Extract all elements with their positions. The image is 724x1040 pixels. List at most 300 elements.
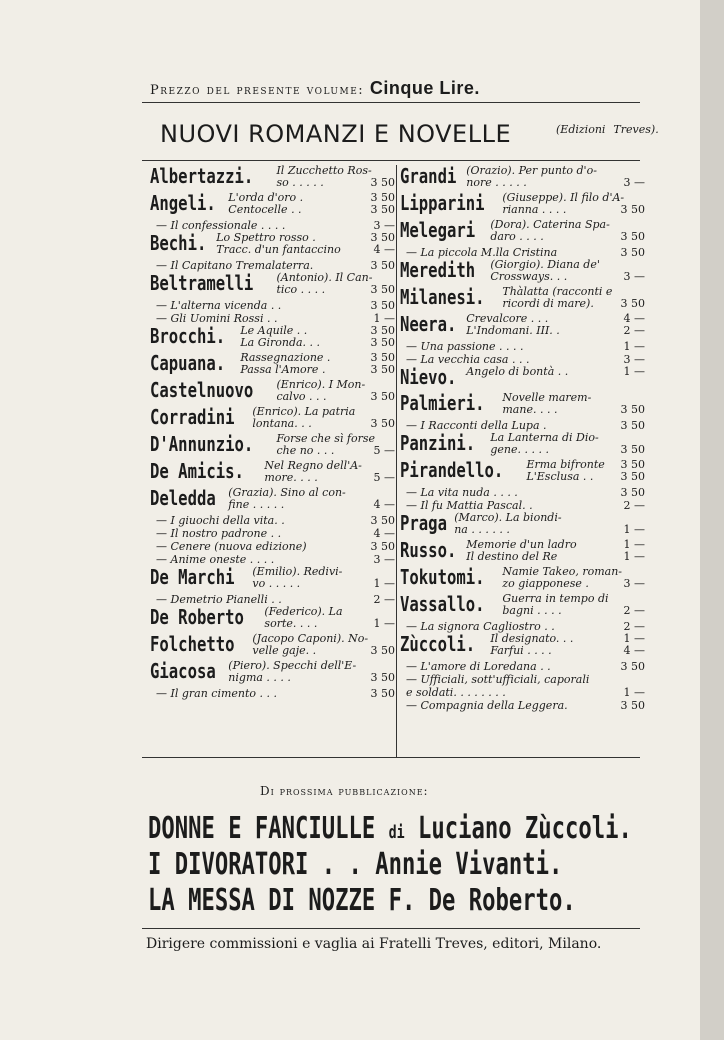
catalog-entry — [400, 366, 645, 389]
book-title: Nel Regno dell'A- — [264, 459, 362, 472]
additional-title — [150, 299, 395, 312]
title-line — [490, 271, 645, 283]
book-title: Lo Spettro rosso . — [216, 231, 316, 244]
catalog-entry — [400, 539, 645, 563]
book-title: Memorie d'un ladro — [466, 538, 577, 551]
dot-fill — [589, 673, 645, 686]
author-name: Panzini. — [400, 431, 476, 455]
book-title: — Il gran cimento . . . — [156, 687, 278, 700]
author-name: Brocchi. — [150, 324, 226, 348]
dot-fill — [300, 578, 373, 590]
author-name: Tokutomi. — [400, 565, 485, 589]
book-price: 1 — — [373, 312, 395, 325]
dot-fill — [284, 499, 373, 511]
dot-fill — [594, 298, 621, 310]
right-column — [400, 165, 645, 712]
book-price: 2 — — [623, 499, 645, 512]
dot-fill — [568, 699, 621, 712]
dot-fill — [549, 444, 621, 456]
entry-titles — [276, 379, 395, 403]
book-title: — Demetrio Pianelli . . — [156, 593, 282, 606]
book-title: che no . . . — [276, 444, 335, 457]
dot-fill — [560, 325, 624, 337]
dot-fill — [302, 204, 371, 216]
title-line — [466, 177, 645, 189]
book-title: Rassegnazione . — [240, 351, 331, 364]
dot-fill — [303, 192, 370, 204]
author-name: Grandi — [400, 164, 457, 188]
top-rule — [142, 102, 640, 103]
author-name: Beltramelli — [150, 271, 254, 295]
book-title: Centocelle . . — [228, 203, 302, 216]
book-title: nore . . . . . — [466, 176, 527, 189]
additional-title — [400, 660, 645, 673]
author-name: De Amicis. — [150, 459, 244, 483]
book-title: fine . . . . . — [228, 498, 285, 511]
book-price: 3 50 — [620, 660, 645, 673]
entry-titles — [466, 165, 645, 189]
book-title: sorte. . . . — [264, 617, 318, 630]
title-line — [454, 524, 645, 536]
book-title: vo . . . . . — [252, 577, 301, 590]
title-line — [240, 364, 395, 376]
book-title: La Lanterna di Dio- — [490, 431, 599, 444]
book-title: — I Racconti della Lupa . — [406, 419, 547, 432]
book-title: (Marco). La biondi- — [454, 511, 562, 524]
book-title: Forse che sì forse — [276, 432, 376, 445]
book-price: 3 50 — [620, 203, 645, 216]
dot-fill — [510, 524, 624, 536]
title-line — [264, 618, 395, 630]
book-price: 3 50 — [370, 176, 395, 189]
entry-titles — [276, 165, 395, 189]
book-price: 1 — — [373, 617, 395, 630]
title-line — [276, 284, 395, 296]
book-price: 3 — — [623, 176, 645, 189]
book-price: 3 50 — [620, 230, 645, 243]
book-price: 3 50 — [620, 470, 645, 483]
author-name: Nievo. — [400, 365, 457, 389]
book-title: — La signora Cagliostro . . — [406, 620, 555, 633]
book-title: gene. . . . . — [490, 443, 549, 456]
catalog-entry — [150, 660, 395, 684]
book-title: — Il fu Mattia Pascal. . — [406, 499, 533, 512]
entry-titles — [526, 459, 645, 483]
book-price: 3 50 — [370, 514, 395, 527]
book-price: 3 50 — [620, 699, 645, 712]
page-edge — [700, 0, 724, 1040]
book-price: 3 — — [373, 219, 395, 232]
author-name: Neera. — [400, 312, 457, 336]
book-title: daro . . . . — [490, 230, 544, 243]
book-price: 1 — — [623, 523, 645, 536]
dot-fill — [285, 514, 371, 527]
book-title: rianna . . . . — [502, 203, 567, 216]
entry-titles — [264, 460, 395, 484]
additional-title — [400, 673, 645, 686]
page-title: NUOVI ROMANZI E NOVELLE — [160, 120, 512, 148]
entry-titles — [228, 487, 395, 511]
book-title: Angelo di bontà . . — [466, 365, 569, 378]
book-title: — Gli Uomini Rossi . . — [156, 312, 278, 325]
dot-fill — [324, 177, 371, 189]
entry-titles — [466, 313, 645, 337]
price-label: Prezzo del presente volume: — [150, 83, 365, 98]
book-title: (Grazia). Sino al con- — [228, 486, 346, 499]
catalog-entry — [150, 633, 395, 657]
book-title: (Orazio). Per punto d'o- — [466, 164, 597, 177]
left-column — [150, 165, 395, 700]
book-title: Il designato. . . — [490, 632, 574, 645]
title-line — [490, 444, 645, 456]
upcoming-item — [148, 811, 632, 850]
dot-fill — [568, 366, 623, 378]
author-name: Albertazzi. — [150, 164, 254, 188]
title-line — [502, 298, 645, 310]
entry-titles — [228, 192, 395, 216]
title-line — [502, 578, 645, 590]
title-line — [490, 645, 645, 657]
author-name: Russo. — [400, 538, 457, 562]
catalog-entry — [400, 219, 645, 243]
author-name: Folchetto — [150, 632, 235, 656]
author-name: Giacosa — [150, 659, 216, 683]
book-title: (Giorgio). Diana de' — [490, 258, 600, 271]
catalog-entry — [150, 165, 395, 189]
additional-title — [150, 687, 395, 700]
book-price: 3 50 — [370, 231, 395, 244]
dot-fill — [518, 486, 621, 499]
dot-fill — [277, 687, 370, 700]
catalog-entry — [400, 259, 645, 283]
author-name: Bechi. — [150, 231, 207, 255]
catalog-entry — [150, 272, 395, 296]
author-name: Vassallo. — [400, 592, 485, 616]
book-title: (Piero). Specchi dell'E- — [228, 659, 357, 672]
book-price: 1 — — [623, 632, 645, 645]
book-price: 3 50 — [370, 390, 395, 403]
dot-fill — [318, 472, 374, 484]
book-title: (Antonio). Il Can- — [276, 271, 373, 284]
book-title: L'orda d'oro . — [228, 191, 304, 204]
book-price: 3 50 — [370, 336, 395, 349]
entry-titles — [240, 325, 395, 349]
dot-fill — [566, 204, 620, 216]
entry-titles — [276, 433, 395, 457]
title-line — [216, 244, 395, 256]
title-line — [276, 445, 395, 457]
catalog-entry — [400, 512, 645, 536]
catalog-entry — [150, 487, 395, 511]
author-name: Castelnuovo — [150, 378, 254, 402]
book-title: bagni . . . . — [502, 604, 562, 617]
book-title: (Emilio). Redivi- — [252, 565, 343, 578]
book-price: 2 — — [373, 593, 395, 606]
upcoming-title: LA MESSA DI NOZZE — [148, 883, 376, 918]
dot-fill — [317, 618, 373, 630]
book-title: velle gaje. . — [252, 644, 317, 657]
book-title: (Federico). La — [264, 605, 343, 618]
book-title: Crossways. . . — [490, 270, 568, 283]
book-title: — Ufficiali, sott'ufficiali, caporali — [406, 673, 590, 686]
book-price: 5 — — [373, 444, 395, 457]
book-price: 4 — — [373, 498, 395, 511]
book-price: 4 — — [623, 312, 645, 325]
catalog-entry — [400, 165, 645, 189]
catalog-entry — [400, 192, 645, 216]
dot-fill — [567, 271, 623, 283]
book-title: — Il nostro padrone . . — [156, 527, 282, 540]
dot-fill — [341, 244, 374, 256]
author-name: Zùccoli. — [400, 632, 476, 656]
book-title: so . . . . . — [276, 176, 324, 189]
author-name: De Marchi — [150, 565, 235, 589]
title-line — [264, 472, 395, 484]
catalog-entry — [400, 593, 645, 617]
title-line — [466, 366, 645, 378]
book-title: ricordi di mare). — [502, 297, 594, 310]
catalog-entry — [150, 460, 395, 484]
dot-fill — [312, 418, 371, 430]
book-title: (Enrico). La patria — [252, 405, 356, 418]
book-title: — La vita nuda . . . . — [406, 486, 518, 499]
section-heading — [160, 120, 659, 160]
book-title: lontana. . . — [252, 417, 312, 430]
book-title: more. . . . — [264, 471, 318, 484]
dot-fill — [291, 672, 371, 684]
book-title: Thàlatta (racconti e — [502, 285, 613, 298]
book-title: (Giuseppe). Il filo d'A- — [502, 191, 625, 204]
catalog-entry — [150, 352, 395, 376]
book-title: — La vecchia casa . . . — [406, 353, 530, 366]
book-price: 3 50 — [370, 671, 395, 684]
dot-fill — [551, 660, 621, 673]
book-title: Farfui . . . . — [490, 644, 552, 657]
catalog-entry — [150, 566, 395, 590]
upcoming-author: Annie Vivanti. — [375, 847, 563, 882]
dot-fill — [593, 471, 620, 483]
book-title: e soldati. . . . . . . . — [406, 686, 506, 699]
author-name: Capuana. — [150, 351, 226, 375]
footer-rule — [142, 928, 640, 929]
entry-titles — [228, 660, 395, 684]
upcoming-joiner: di — [388, 822, 405, 843]
title-line — [526, 471, 645, 483]
footer-note: Dirigere commissioni e vaglia ai Fratelli Treves, editori, Milano. — [146, 936, 602, 952]
title-line — [240, 337, 395, 349]
entry-titles — [276, 272, 395, 296]
dot-fill — [506, 686, 624, 699]
upcoming-author: Luciano Zùccoli. — [417, 811, 632, 846]
book-price: 3 50 — [620, 486, 645, 499]
book-title: Guerra in tempo di — [502, 592, 609, 605]
author-name: Milanesi. — [400, 285, 485, 309]
entry-titles — [264, 606, 395, 630]
book-title: Il destino del Re — [466, 550, 558, 563]
book-price: 2 — — [623, 620, 645, 633]
author-name: Angeli. — [150, 191, 216, 215]
title-line — [252, 418, 395, 430]
dot-fill — [325, 364, 370, 376]
book-title: — Compagnia della Leggera. — [406, 699, 568, 712]
book-price: 3 — — [373, 553, 395, 566]
book-price: 3 50 — [370, 191, 395, 204]
catalog-entry — [150, 325, 395, 349]
author-name: Lipparini — [400, 191, 485, 215]
entry-titles — [240, 352, 395, 376]
book-price: 4 — — [623, 644, 645, 657]
book-price: 3 50 — [370, 417, 395, 430]
dot-fill — [334, 445, 373, 457]
dot-fill — [557, 404, 620, 416]
book-price: 1 — — [373, 577, 395, 590]
book-price: 3 50 — [620, 419, 645, 432]
catalog-entry — [150, 232, 395, 256]
entry-titles — [502, 392, 645, 416]
additional-title — [400, 340, 645, 353]
edition-note-line: Treves). — [613, 123, 659, 136]
author-name: Deledda — [150, 486, 216, 510]
dot-fill — [316, 645, 370, 657]
edition-note — [550, 124, 659, 136]
entry-titles — [490, 219, 645, 243]
dot-fill — [577, 539, 624, 551]
book-price: 3 50 — [370, 351, 395, 364]
entry-titles — [466, 366, 645, 378]
author-name: Palmieri. — [400, 391, 485, 415]
dot-fill — [589, 578, 624, 590]
title-line — [252, 578, 395, 590]
catalog-entry — [400, 633, 645, 657]
book-title: (Enrico). I Mon- — [276, 378, 366, 391]
author-name: De Roberto — [150, 605, 244, 629]
book-title: Le Aquile . . — [240, 324, 308, 337]
book-title: Tracc. d'un fantaccino — [216, 243, 341, 256]
book-title: — I giuochi della vita. . — [156, 514, 285, 527]
additional-title — [150, 514, 395, 527]
book-price: 1 — — [623, 538, 645, 551]
entry-titles — [490, 432, 645, 456]
dot-fill — [562, 605, 624, 617]
title-line — [228, 672, 395, 684]
entry-titles — [454, 512, 645, 536]
dot-fill — [527, 177, 624, 189]
dot-fill — [281, 527, 373, 540]
book-title: — Una passione . . . . — [406, 340, 524, 353]
title-line — [466, 551, 645, 563]
catalog-entry — [150, 406, 395, 430]
book-title: nigma . . . . — [228, 671, 291, 684]
book-title: Passa l'Amore . — [240, 363, 326, 376]
entry-titles — [252, 406, 395, 430]
dot-fill — [327, 391, 371, 403]
book-title: Il Zucchetto Ros- — [276, 164, 372, 177]
book-price: 3 50 — [370, 540, 395, 553]
catalog-entry — [400, 432, 645, 456]
entry-titles — [466, 539, 645, 563]
title-line — [502, 605, 645, 617]
catalog-entry — [400, 286, 645, 310]
price-line — [150, 78, 640, 99]
dot-fill — [552, 645, 624, 657]
title-line — [276, 391, 395, 403]
author-name: Melegari — [400, 218, 476, 242]
upcoming-title: DONNE E FANCIULLE — [148, 811, 376, 846]
additional-title — [150, 527, 395, 540]
book-title: L'Indomani. III. . — [466, 324, 560, 337]
additional-title — [400, 686, 645, 699]
book-price: 1 — — [623, 340, 645, 353]
book-price: 4 — — [373, 243, 395, 256]
book-price: 1 — — [623, 365, 645, 378]
entry-titles — [216, 232, 395, 256]
catalog-entry — [400, 459, 645, 483]
book-title: Erma bifronte — [526, 458, 605, 471]
catalog-entry — [150, 433, 395, 457]
book-price: 2 — — [623, 324, 645, 337]
heading-rule — [142, 160, 640, 161]
dot-fill — [605, 459, 621, 471]
book-title: mane. . . . — [502, 403, 558, 416]
book-title: — Il confessionale . . . . — [156, 219, 286, 232]
book-price: 3 50 — [620, 458, 645, 471]
catalog-entry — [150, 379, 395, 403]
dot-fill — [544, 231, 621, 243]
book-price: 3 50 — [620, 246, 645, 259]
book-price: 2 — — [623, 604, 645, 617]
entry-titles — [502, 286, 645, 310]
additional-title — [400, 486, 645, 499]
dot-fill — [307, 540, 371, 553]
dot-fill — [281, 299, 370, 312]
entry-titles — [252, 633, 395, 657]
book-title: L'Esclusa . . — [526, 470, 594, 483]
entry-titles — [252, 566, 395, 590]
book-price: 1 — — [623, 550, 645, 563]
title-line — [466, 325, 645, 337]
book-price: 3 50 — [370, 203, 395, 216]
additional-title — [400, 699, 645, 712]
book-title: calvo . . . — [276, 390, 327, 403]
title-line — [502, 404, 645, 416]
book-price: 4 — — [373, 527, 395, 540]
title-line — [490, 231, 645, 243]
book-title: — Il Capitano Tremalaterra. — [156, 259, 314, 272]
author-name: Pirandello. — [400, 458, 504, 482]
book-price: 3 50 — [370, 644, 395, 657]
book-price: 3 50 — [370, 299, 395, 312]
book-title: (Jacopo Caponi). No- — [252, 632, 369, 645]
additional-title — [150, 540, 395, 553]
book-title: — Anime oneste . . . . — [156, 553, 275, 566]
book-price: 3 50 — [370, 363, 395, 376]
edition-note-line: (Edizioni — [556, 123, 606, 136]
title-line — [252, 645, 395, 657]
catalog-entry — [150, 606, 395, 630]
title-line — [228, 204, 395, 216]
list-bottom-rule — [142, 757, 640, 758]
author-name: Corradini — [150, 405, 235, 429]
book-price: 3 50 — [620, 403, 645, 416]
catalog-entry — [400, 313, 645, 337]
dot-fill — [573, 633, 623, 645]
catalog-entry — [400, 392, 645, 416]
book-price: 1 — — [623, 686, 645, 699]
book-title: (Dora). Caterina Spa- — [490, 218, 610, 231]
book-title: — L'alterna vicenda . . — [156, 299, 282, 312]
upcoming-label: Di prossima pubblicazione: — [260, 784, 429, 798]
book-price: 5 — — [373, 471, 395, 484]
